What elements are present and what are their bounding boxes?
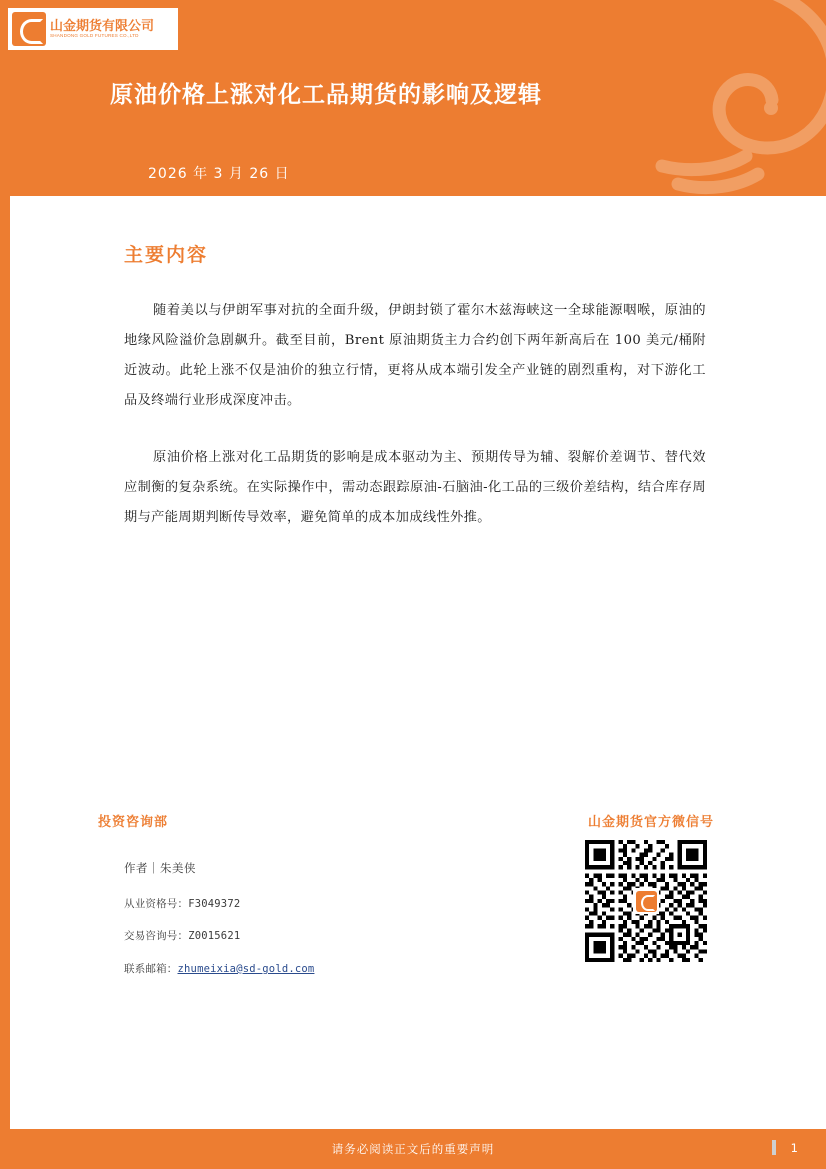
page-number-marker bbox=[772, 1140, 776, 1155]
email-link[interactable]: zhumeixia@sd-gold.com bbox=[177, 963, 315, 975]
email-row bbox=[124, 961, 314, 976]
department-title: 投资咨询部 bbox=[98, 815, 169, 830]
author-label: 作者｜朱美侠 bbox=[124, 861, 196, 875]
email-label: 联系邮箱： bbox=[124, 963, 178, 975]
paragraph-2: 原油价格上涨对化工品期货的影响是成本驱动为主、预期传导为辅、裂解价差调节、替代效应制衡的复杂系统。在实际操作中，需动态跟踪原油-石脑油-化工品的三级价差结构，结合库存周期与产能周期判断传导效率，避免简单的成本加成线性外推。 bbox=[124, 450, 706, 525]
paragraph-1: 随着美以与伊朗军事对抗的全面升级，伊朗封锁了霍尔木兹海峡这一全球能源咽喉，原油的地缘风险溢价急剧飙升。截至目前，Brent 原油期货主力合约创下两年新高后在 100 美元/桶附近波动。此轮上涨不仅是油价的独立行情，更将从成本端引发全产业链的剧烈重构，对下游化工品及终端行业形成深度冲击。 bbox=[124, 303, 706, 408]
logo-company-name-en: SHANDONG GOLD FUTURES CO.,LTD bbox=[50, 32, 139, 38]
logo-company-name-cn: 山金期货有限公司 bbox=[50, 18, 155, 34]
page-title: 原油价格上涨对化工品期货的影响及逻辑 bbox=[110, 82, 542, 108]
qualification-number: 从业资格号：F3049372 bbox=[124, 898, 241, 910]
logo-mark-icon bbox=[12, 12, 46, 46]
company-logo bbox=[8, 8, 178, 50]
section-heading-main-content: 主要内容 bbox=[124, 244, 209, 266]
qr-logo-mark-icon bbox=[636, 891, 657, 912]
publish-date: 2026 年 3 月 26 日 bbox=[148, 166, 290, 182]
document-header bbox=[0, 0, 826, 196]
wechat-title: 山金期货官方微信号 bbox=[588, 815, 715, 830]
consulting-number: 交易咨询号：Z0015621 bbox=[124, 930, 241, 942]
page-number: 1 bbox=[790, 1141, 798, 1155]
footer-bar bbox=[0, 1129, 826, 1169]
logo-text bbox=[50, 19, 154, 38]
qr-logo-overlay bbox=[633, 888, 659, 914]
footer-disclaimer-note: 请务必阅读正文后的重要声明 bbox=[331, 1142, 495, 1156]
wechat-qr-code bbox=[585, 840, 707, 962]
